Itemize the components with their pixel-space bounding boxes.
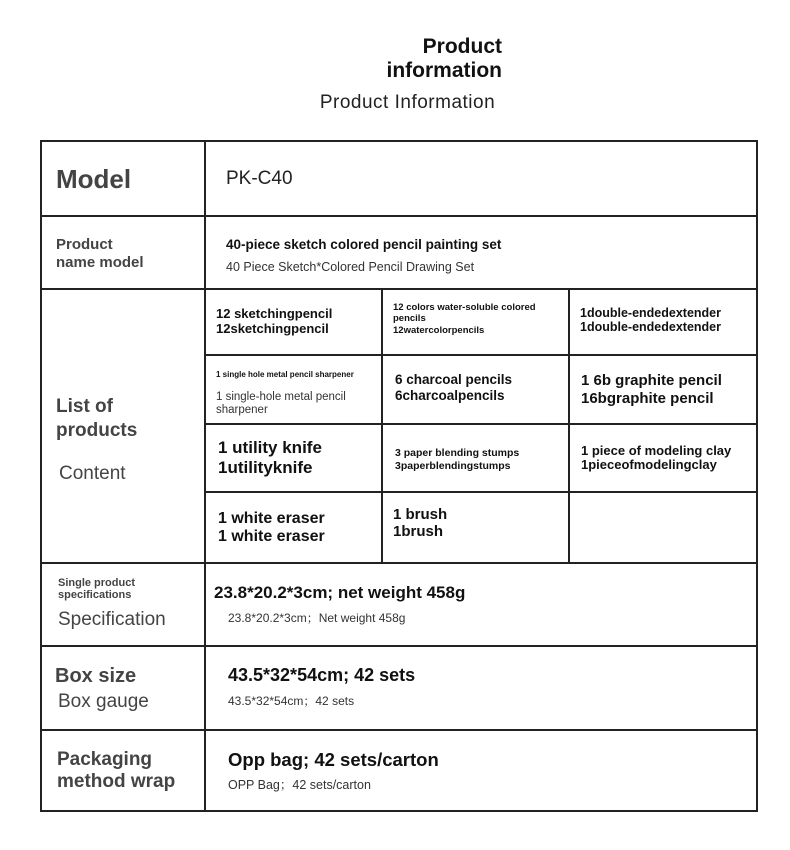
product-item-4-b: 1 single-hole metal pencil sharpener [216,391,346,416]
product-item-8 [383,425,568,491]
products-label-2: products [56,420,138,441]
product-item-3 [570,290,756,354]
spec-label-cell [42,564,206,645]
product-item-10-b: 1 white eraser [218,528,325,545]
product-item-2-a: 12 colors water-soluble colored pencils [393,302,536,324]
packaging-label-2: method wrap [57,771,176,792]
box-value: 43.5*32*54cm; 42 sets [228,665,416,685]
box-label: Box size [55,665,137,687]
product-name-value-sub: 40 Piece Sketch*Colored Pencil Drawing Set [226,260,475,274]
product-info-table [40,140,758,812]
packaging-value-sub: OPP Bag；42 sets/carton [228,778,371,792]
packaging-label-1: Packaging [57,749,153,770]
product-item-5 [383,356,568,423]
box-label-sub: Box gauge [58,691,149,712]
product-item-7 [206,425,381,491]
product-item-7-a: 1 utility knife [218,438,322,457]
model-row [42,142,756,217]
page-subtitle: Product Information [319,92,496,113]
product-item-3-b: 1double-endedextender [580,320,721,334]
product-item-9-a: 1 piece of modeling clay [581,443,732,458]
product-item-11-b: 1brush [393,523,444,540]
product-name-label-cell [42,217,206,288]
product-item-empty [570,493,756,562]
model-label-cell [42,142,206,215]
packaging-row [42,731,756,810]
model-label: Model [56,164,132,194]
product-item-7-b: 1utilityknife [218,458,313,477]
product-item-4-a: 1 single hole metal pencil sharpener [216,370,354,379]
product-item-8-a: 3 paper blending stumps [395,447,520,459]
box-label-cell [42,647,206,729]
product-item-1 [206,290,381,354]
product-item-6-a: 1 6b graphite pencil [581,372,722,389]
model-value: PK-C40 [226,168,293,189]
spec-label-2: specifications [58,589,132,601]
product-item-6-b: 16bgraphite pencil [581,390,714,407]
product-item-3-a: 1double-endedextender [580,306,721,320]
product-item-9 [570,425,756,491]
product-name-label-2: name model [56,254,144,271]
product-item-10-a: 1 white eraser [218,510,325,527]
product-name-value: 40-piece sketch colored pencil painting set [226,237,502,252]
product-item-11-a: 1 brush [393,506,448,523]
spec-label-sub: Specification [58,609,166,630]
page-title: Product information [386,35,502,82]
product-item-11 [383,493,568,562]
product-item-5-a: 6 charcoal pencils [395,372,513,387]
products-label-cell [42,290,206,562]
box-row [42,647,756,731]
product-item-2 [383,290,568,354]
products-label-sub: Content [59,463,126,484]
product-name-row [42,217,756,290]
product-item-6 [570,356,756,423]
product-item-8-b: 3paperblendingstumps [395,460,511,472]
spec-value: 23.8*20.2*3cm; net weight 458g [214,583,466,602]
products-row [42,290,756,564]
spec-label-1: Single product [58,577,135,589]
product-name-label-1: Product [56,236,113,253]
product-item-1-a: 12 sketchingpencil [216,306,333,321]
product-item-10 [206,493,381,562]
packaging-label-cell [42,731,206,810]
packaging-value: Opp bag; 42 sets/carton [228,749,439,770]
product-item-5-b: 6charcoalpencils [395,388,505,403]
products-label-1: List of [56,396,113,417]
product-item-4 [206,356,381,423]
product-item-1-b: 12sketchingpencil [216,321,329,336]
box-value-sub: 43.5*32*54cm；42 sets [228,694,355,708]
spec-value-sub: 23.8*20.2*3cm；Net weight 458g [228,611,406,625]
product-item-2-b: 12watercolorpencils [393,325,485,336]
spec-row [42,564,756,647]
product-item-9-b: 1pieceofmodelingclay [581,457,717,472]
